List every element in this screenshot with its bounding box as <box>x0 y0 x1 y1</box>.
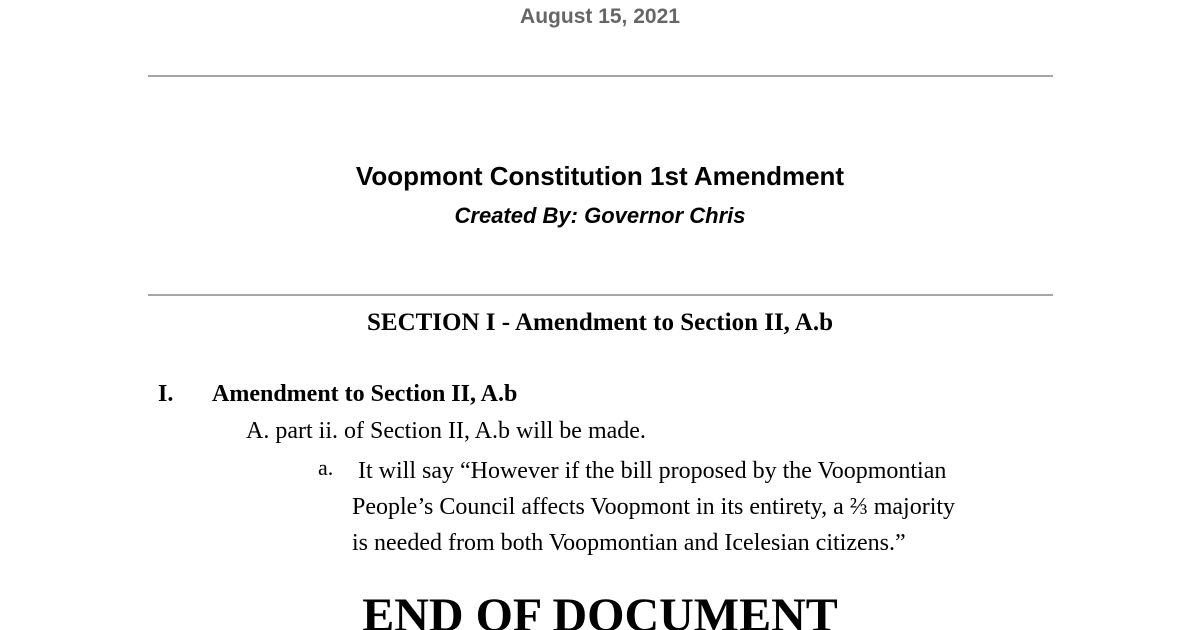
point-line: is needed from both Voopmontian and Icelesian citizens.” <box>352 530 906 556</box>
section-heading: SECTION I - Amendment to Section II, A.b <box>366 309 834 336</box>
section-divider <box>148 294 1053 296</box>
item-heading: Amendment to Section II, A.b <box>212 381 518 407</box>
point-marker: a. <box>318 455 334 480</box>
end-of-document: END OF DOCUMENT <box>362 589 838 630</box>
item-numeral: I. <box>158 381 174 407</box>
document-date: August 15, 2021 <box>520 5 680 28</box>
point-text <box>352 453 955 561</box>
document-author: Created By: Governor Chris <box>454 203 746 228</box>
document-title: Voopmont Constitution 1st Amendment <box>355 161 845 191</box>
sub-item-a: A. part ii. of Section II, A.b will be made. <box>246 418 646 444</box>
header-divider <box>148 75 1053 77</box>
point-line: People’s Council affects Voopmont in its entirety, a ⅔ majority <box>352 494 956 520</box>
point-line: It will say “However if the bill proposed by the Voopmontian <box>358 458 947 484</box>
